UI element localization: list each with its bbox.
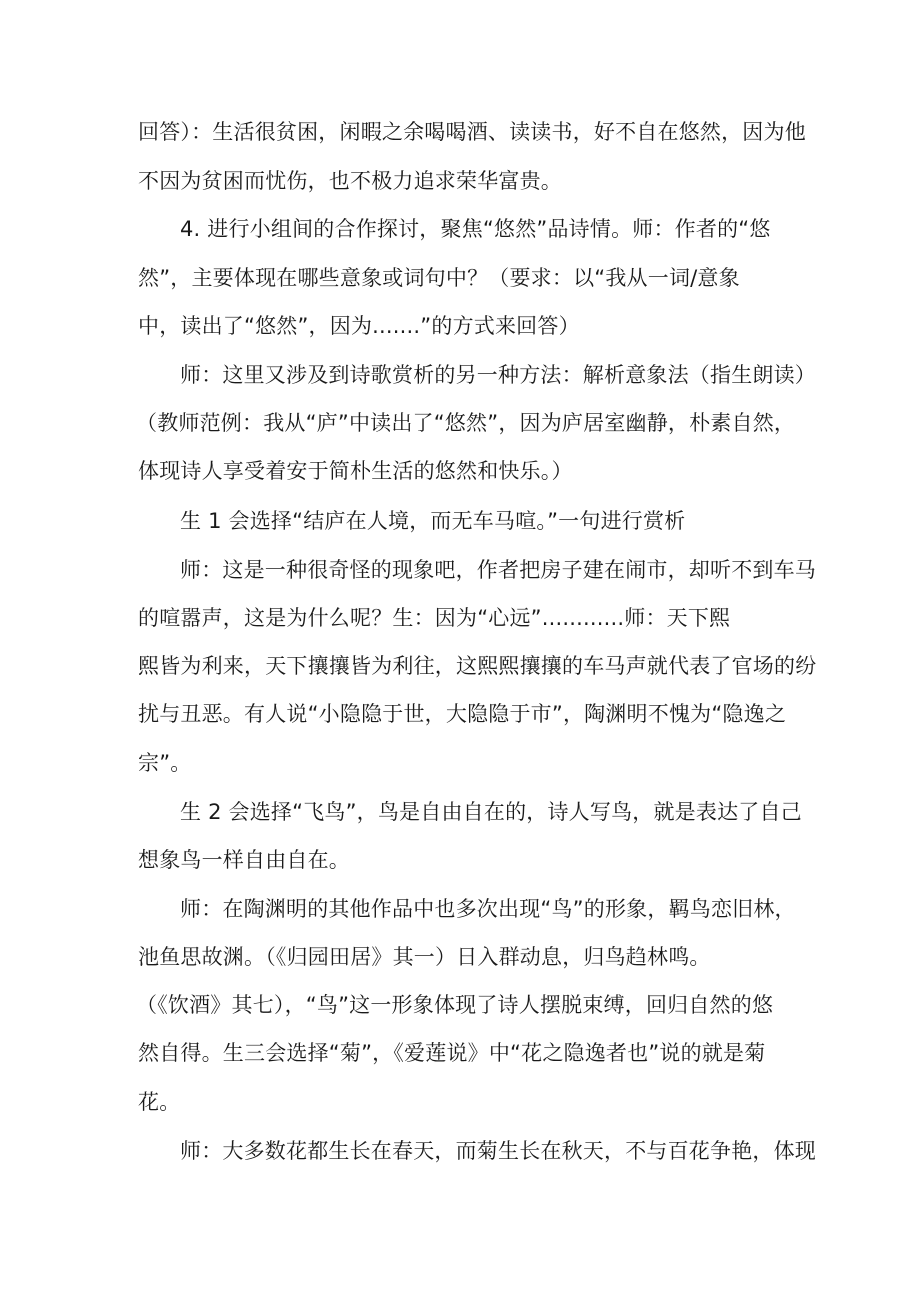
text-line: 师：在陶渊明的其他作品中也多次出现“鸟”的形象，羁鸟恋旧林， <box>180 897 796 921</box>
text-line: 师：大多数花都生长在春天，而菊生长在秋天，不与百花争艳，体现 <box>180 1139 816 1163</box>
text-line: 然”，主要体现在哪些意象或词句中？（要求：以“我从一词/意象 <box>138 266 740 290</box>
text-line: 生 2 会选择“飞鸟”，鸟是自由自在的，诗人写鸟，就是表达了自己 <box>180 800 802 824</box>
text-line: 宗”。 <box>138 751 192 775</box>
text-line: 扰与丑恶。有人说“小隐隐于世，大隐隐于市”，陶渊明不愧为“隐逸之 <box>138 702 787 726</box>
text-line: 4. 进行小组间的合作探讨，聚焦“悠然”品诗情。师：作者的“悠 <box>180 217 771 241</box>
text-line: （《饮酒》其七），“鸟”这一形象体现了诗人摆脱束缚，回归自然的悠 <box>136 993 774 1017</box>
text-line: 花。 <box>138 1090 181 1114</box>
text-line: （教师范例：我从“庐”中读出了“悠然”，因为庐居室幽静，朴素自然， <box>136 411 796 435</box>
text-line: 不因为贫困而忧伤，也不极力追求荣华富贵。 <box>138 169 562 193</box>
text-line: 回答）：生活很贫困，闲暇之余喝喝酒、读读书，好不自在悠然，因为他 <box>138 120 806 144</box>
text-line: 师：这是一种很奇怪的现象吧，作者把房子建在闹市，却听不到车马 <box>180 558 816 582</box>
text-line: 生 1 会选择“结庐在人境，而无车马喧。”一句进行赏析 <box>180 509 686 533</box>
text-line: 然自得。生三会选择“菊”，《爱莲说》中“花之隐逸者也”说的就是菊 <box>138 1041 766 1065</box>
text-line: 中，读出了“悠然”，因为.......”的方式来回答） <box>138 314 580 338</box>
text-line: 熙皆为利来，天下攘攘皆为利往，这熙熙攘攘的车马声就代表了官场的纷 <box>138 654 817 678</box>
text-line: 想象鸟一样自由自在。 <box>138 848 350 872</box>
text-line: 体现诗人享受着安于简朴生活的悠然和快乐。） <box>138 459 573 483</box>
text-line: 的喧嚣声，这是为什么呢？生：因为“心远”............师：天下熙 <box>138 606 731 630</box>
text-line: 池鱼思故渊。（《归园田居》其一）日入群动息，归鸟趋林鸣。 <box>138 945 711 969</box>
text-line: 师：这里又涉及到诗歌赏析的另一种方法：解析意象法（指生朗读） <box>180 363 816 387</box>
